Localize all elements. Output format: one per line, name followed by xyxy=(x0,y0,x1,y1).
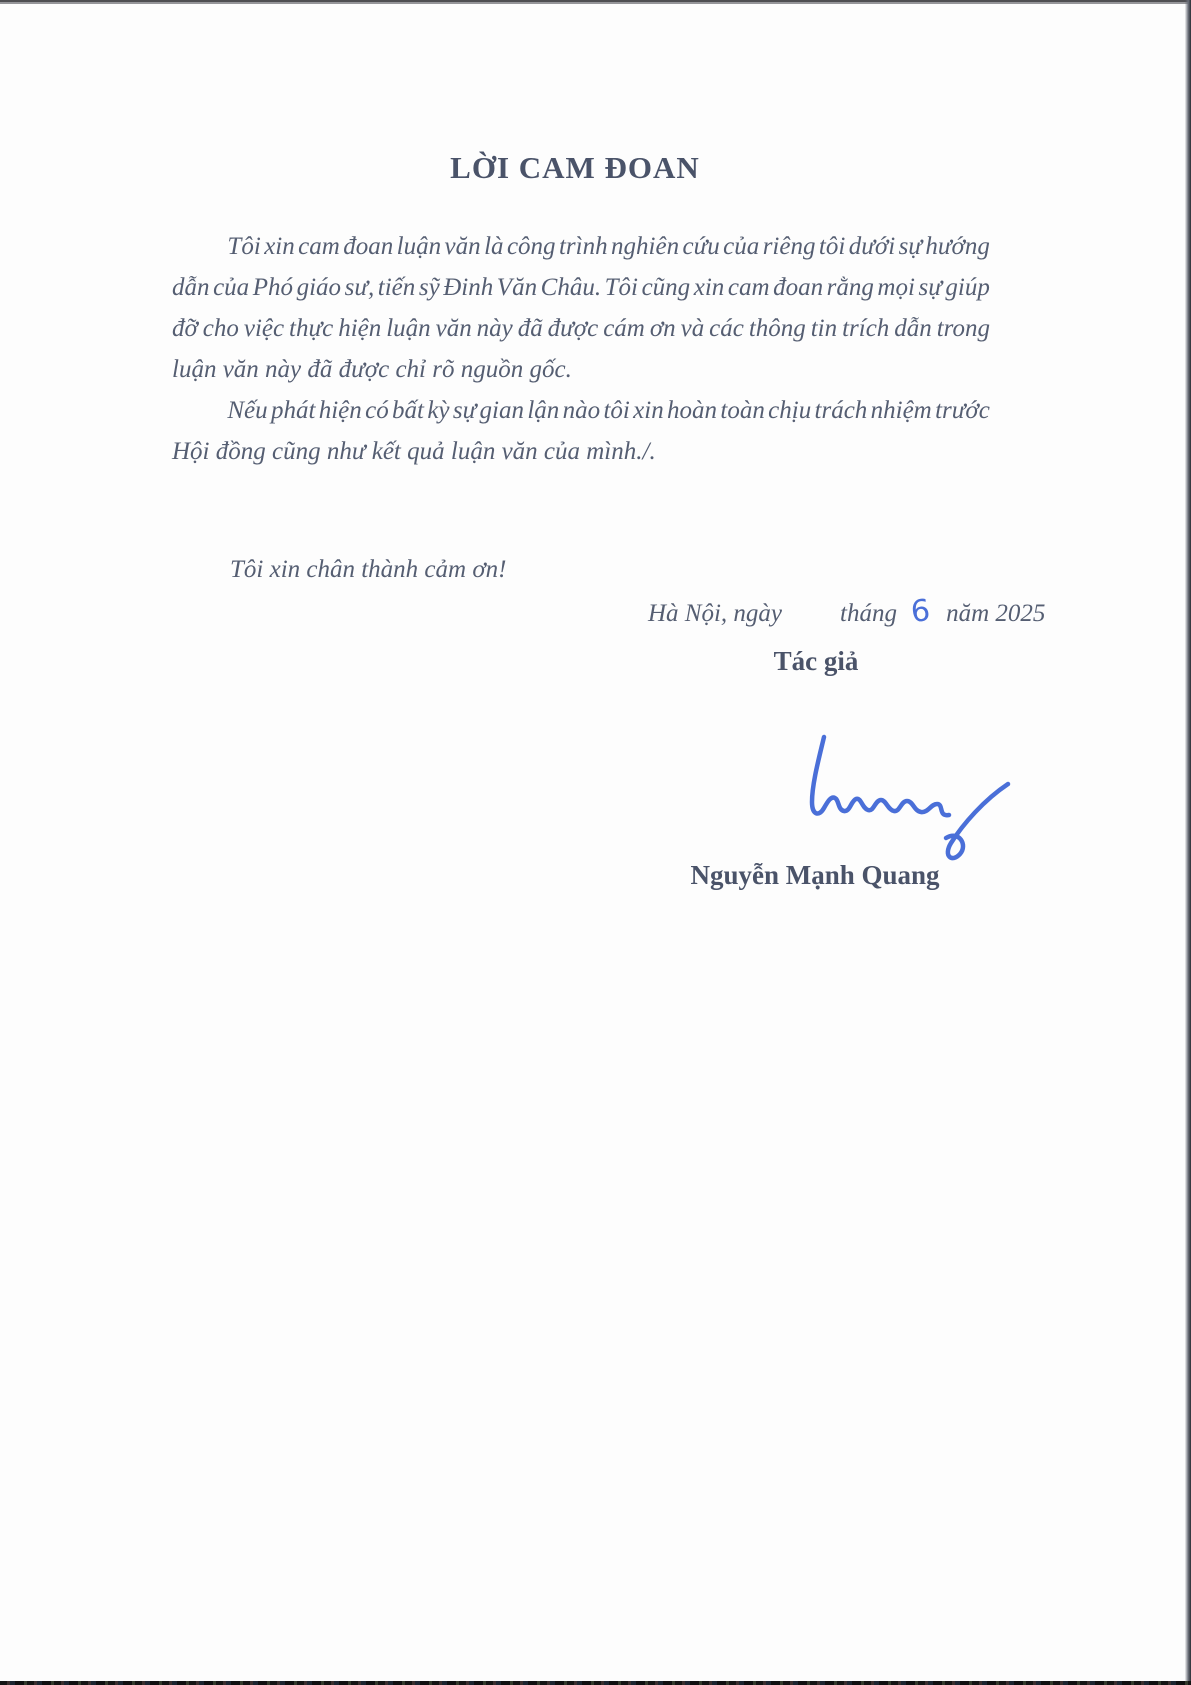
author-name: Nguyễn Mạnh Quang xyxy=(690,860,940,890)
dateline-year-label: năm 2025 xyxy=(946,600,1046,627)
scan-edge-top xyxy=(0,0,1191,5)
scan-edge-bottom xyxy=(0,1681,1191,1685)
paragraph-line: Hội đồng cũng như kết quả luận văn của mình./. xyxy=(172,438,656,465)
closing-thanks-line xyxy=(172,549,772,590)
paragraph-line: Nếu phát hiện có bất kỳ sự gian lận nào tôi xin hoàn toàn chịu trách nhiệm trước xyxy=(227,397,990,424)
paragraph-line: Tôi xin cam đoan luận văn là công trình nghiên cứu của riêng tôi dưới sự hướng xyxy=(227,233,990,260)
dateline xyxy=(648,594,1088,632)
paragraph-line: dẫn của Phó giáo sư, tiến sỹ Đinh Văn Châu. Tôi cũng xin cam đoan rằng mọi sự giúp xyxy=(172,274,990,301)
author-role-label: Tác giả xyxy=(773,646,859,676)
scan-edge-right xyxy=(1185,0,1191,1685)
dateline-place: Hà Nội, ngày xyxy=(648,600,783,627)
dateline-month-label: tháng xyxy=(840,600,897,627)
handwritten-signature-icon xyxy=(738,720,1023,880)
page-title: LỜI CAM ĐOAN xyxy=(450,150,700,185)
declaration-body xyxy=(172,226,990,472)
handwritten-month-value: 6 xyxy=(909,593,932,630)
paragraph-line: luận văn này đã được chỉ rõ nguồn gốc. xyxy=(172,356,572,383)
closing-text: Tôi xin chân thành cảm ơn! xyxy=(230,556,507,583)
paragraph-line: đỡ cho việc thực hiện luận văn này đã được cám ơn và các thông tin trích dẫn trong xyxy=(172,315,990,342)
